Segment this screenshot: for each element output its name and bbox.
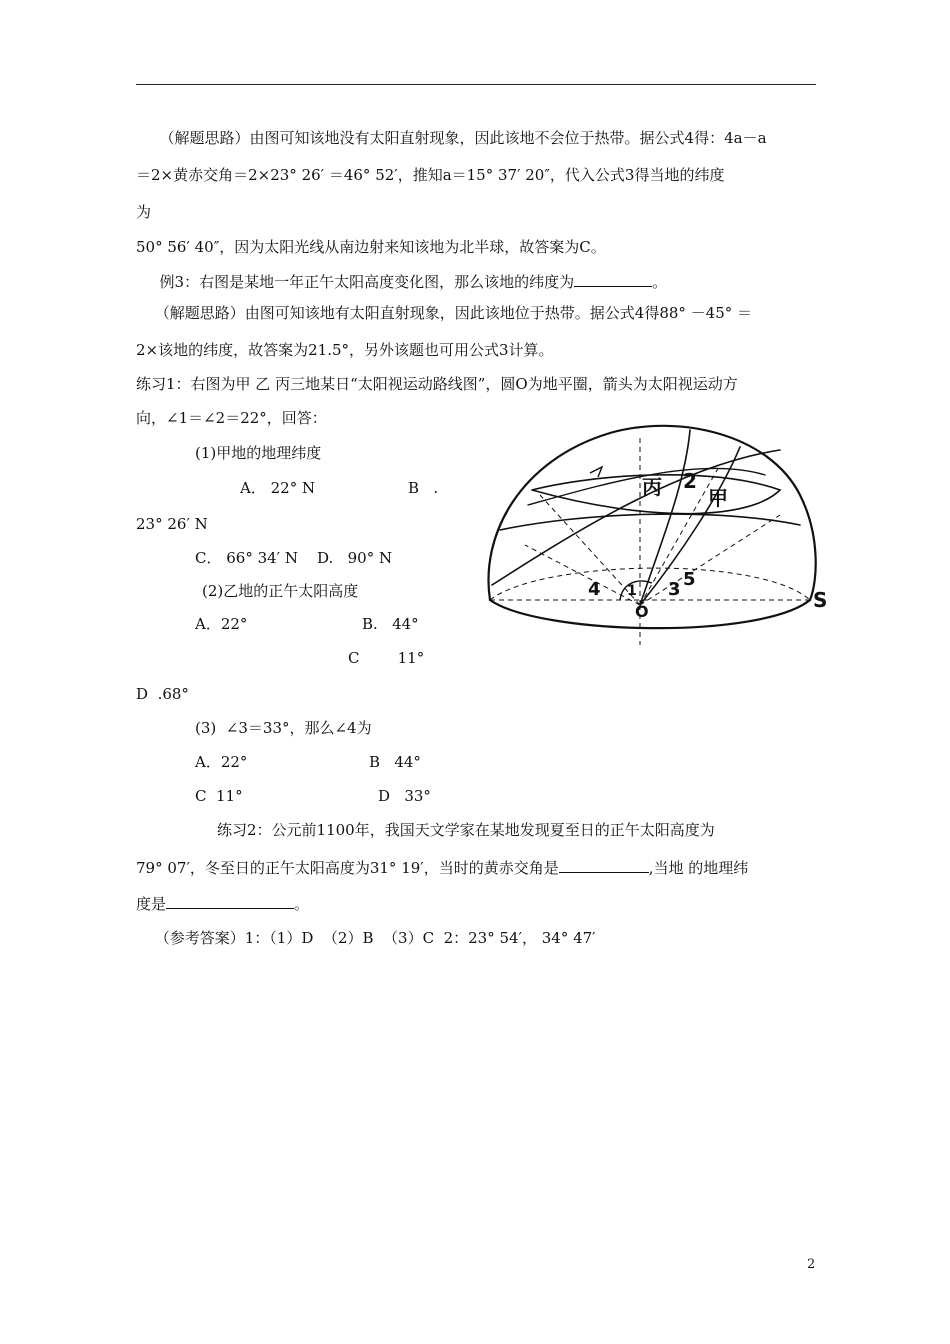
paragraph-1-line-4: 50° 56′ 40″，因为太阳光线从南边射来知该地为北半球，故答案为C。 bbox=[136, 238, 606, 256]
question-3: (3) ∠3＝33°，那么∠4为 bbox=[195, 719, 372, 737]
question-2-option-b: B. 44° bbox=[362, 615, 419, 633]
middle-ellipse bbox=[500, 514, 800, 530]
paragraph-1-line-2: ＝2×黄赤交角＝2×23° 26′ ＝46° 52′，推知a＝15° 37′ 20″，代入公式3得当地的纬度 bbox=[136, 166, 725, 184]
arrow-marker bbox=[590, 467, 602, 477]
practice-2-line-2-text-a: 79° 07′，冬至日的正午太阳高度为31° 19′，当时的黄赤交角是 bbox=[136, 859, 559, 877]
question-1-option-b-cont: 23° 26′ N bbox=[136, 515, 208, 533]
ray-4 bbox=[525, 545, 640, 605]
horizon-front bbox=[490, 600, 810, 628]
question-3-option-a: A．22° bbox=[195, 753, 248, 771]
sun-path-diagram bbox=[480, 395, 830, 650]
example-3-answer-blank bbox=[574, 270, 652, 287]
horizon-back bbox=[490, 568, 810, 600]
question-2-option-c: C 11° bbox=[348, 649, 425, 667]
practice-2-line-2-text-b: ,当地 的地理纬 bbox=[648, 859, 749, 877]
question-1-options-cd: C． 66° 34′ N D. 90° N bbox=[195, 549, 393, 567]
label-3: 3 bbox=[668, 579, 681, 600]
practice-2-end: 。 bbox=[294, 895, 310, 913]
question-2-option-a: A．22° bbox=[195, 615, 248, 633]
label-4: 4 bbox=[588, 579, 601, 600]
paragraph-2-line-1: （解题思路）由图可知该地有太阳直射现象，因此该地位于热带。据公式4得88° －45° ＝ bbox=[150, 304, 753, 322]
question-2-option-d: D .68° bbox=[136, 685, 189, 703]
paragraph-1-line-3: 为 bbox=[136, 203, 152, 221]
ray-3 bbox=[640, 515, 780, 605]
example-3-end: 。 bbox=[652, 273, 668, 291]
question-3-option-c: C 11° bbox=[195, 787, 243, 805]
question-3-option-b: B 44° bbox=[369, 753, 421, 771]
sun-path-bing bbox=[492, 450, 780, 585]
header-rule bbox=[136, 84, 816, 85]
question-3-option-d: D 33° bbox=[378, 787, 431, 805]
practice-2-line-1: 练习2：公元前1100年，我国天文学家在某地发现夏至日的正午太阳高度为 bbox=[217, 821, 715, 839]
paragraph-1-line-1: （解题思路）由图可知该地没有太阳直射现象，因此该地不会位于热带。据公式4得：4a－a bbox=[150, 129, 767, 147]
question-1: (1)甲地的地理纬度 bbox=[195, 444, 322, 462]
label-jia: 甲 bbox=[708, 486, 728, 510]
label-bing: 丙 bbox=[642, 475, 662, 499]
label-5: 5 bbox=[683, 569, 696, 590]
label-1: 1 bbox=[627, 583, 637, 599]
paragraph-2-line-2: 2×该地的纬度，故答案为21.5°，另外该题也可用公式3计算。 bbox=[136, 341, 554, 359]
practice-1-line-1: 练习1：右图为甲 乙 丙三地某日“太阳视运动路线图”，圆O为地平圈，箭头为太阳视运动方 bbox=[136, 375, 738, 393]
practice-2-line-2 bbox=[136, 856, 748, 878]
page-number: 2 bbox=[807, 1257, 816, 1272]
practice-1-line-2: 向，∠1＝∠2＝22°，回答： bbox=[136, 409, 327, 427]
question-1-option-a: A． 22° N bbox=[240, 479, 316, 497]
reference-answers: （参考答案）1：（1）D （2）B （3）C 2：23° 54′， 34° 47′ bbox=[150, 929, 596, 947]
practice-2-line-3-text: 度是 bbox=[136, 895, 167, 913]
question-1-option-b: B . bbox=[408, 479, 439, 497]
example-3-text: 例3：右图是某地一年正午太阳高度变化图，那么该地的纬度为 bbox=[150, 273, 575, 291]
example-3 bbox=[150, 270, 667, 292]
practice-2-blank-1 bbox=[559, 856, 649, 873]
label-o: O bbox=[635, 602, 649, 621]
practice-2-line-3 bbox=[136, 892, 309, 914]
label-s: S bbox=[813, 588, 828, 612]
question-2: (2)乙地的正午太阳高度 bbox=[202, 582, 359, 600]
label-2: 2 bbox=[683, 469, 697, 493]
practice-2-blank-2 bbox=[166, 892, 294, 909]
